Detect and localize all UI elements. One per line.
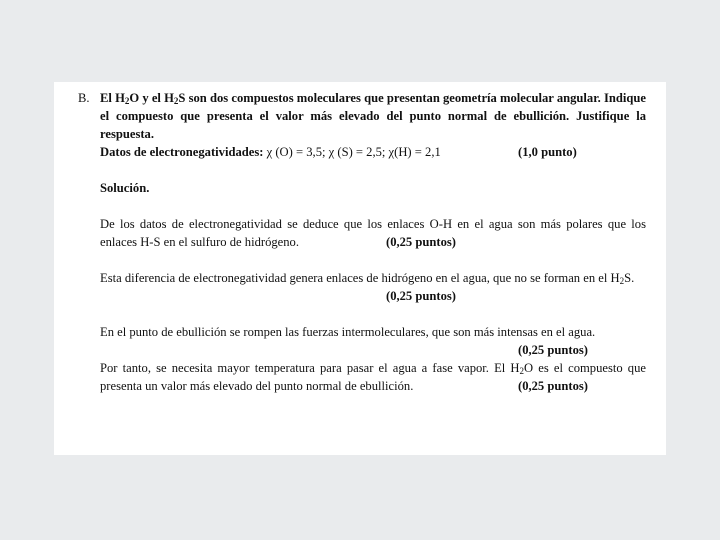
datos-label: Datos de electronegatividades: [100, 145, 264, 159]
electronegativity-data [100, 143, 646, 161]
solution-paragraph-3: En el punto de ebullición se rompen las fuerzas intermoleculares, que son más intensas en el agua. (0,25 puntos) [100, 325, 596, 357]
question-score: (1,0 punto) [518, 145, 577, 159]
score-1: (0,25 puntos) [386, 235, 456, 249]
solution-paragraph-2: Esta diferencia de electronegatividad genera enlaces de hidrógeno en el agua, que no se forman en el $H_2S$. (0,25 puntos) [100, 271, 635, 303]
question-letter: B. [78, 91, 90, 105]
solution-paragraph-1: De los datos de electronegatividad se deduce que los enlaces O-H en el agua son más polares que los enlaces H-S en el sulfuro de hidrógeno. (0,25 puntos) [100, 217, 646, 249]
solution-heading: Solución. [100, 181, 150, 195]
datos-values: χ (O) = 3,5; χ (S) = 2,5; χ(H) = 2,1 [266, 145, 441, 159]
document-page [54, 82, 666, 455]
score-4: (0,25 puntos) [518, 379, 588, 393]
score-2: (0,25 puntos) [386, 289, 456, 303]
score-3: (0,25 puntos) [518, 343, 588, 357]
question-statement: El $H_2O$ y el $H_2S$ son dos compuestos moleculares que presentan geometría molecular angular. Indique el compuesto que presenta el valor más elevado del punto normal de ebullición. Justifique la respuesta. [100, 91, 646, 141]
solution-paragraph-4: Por tanto, se necesita mayor temperatura para pasar el agua a fase vapor. El $H_2O$ es el compuesto que presenta un valor más elevado del punto normal de ebullición. (0,25 puntos) [100, 361, 646, 393]
